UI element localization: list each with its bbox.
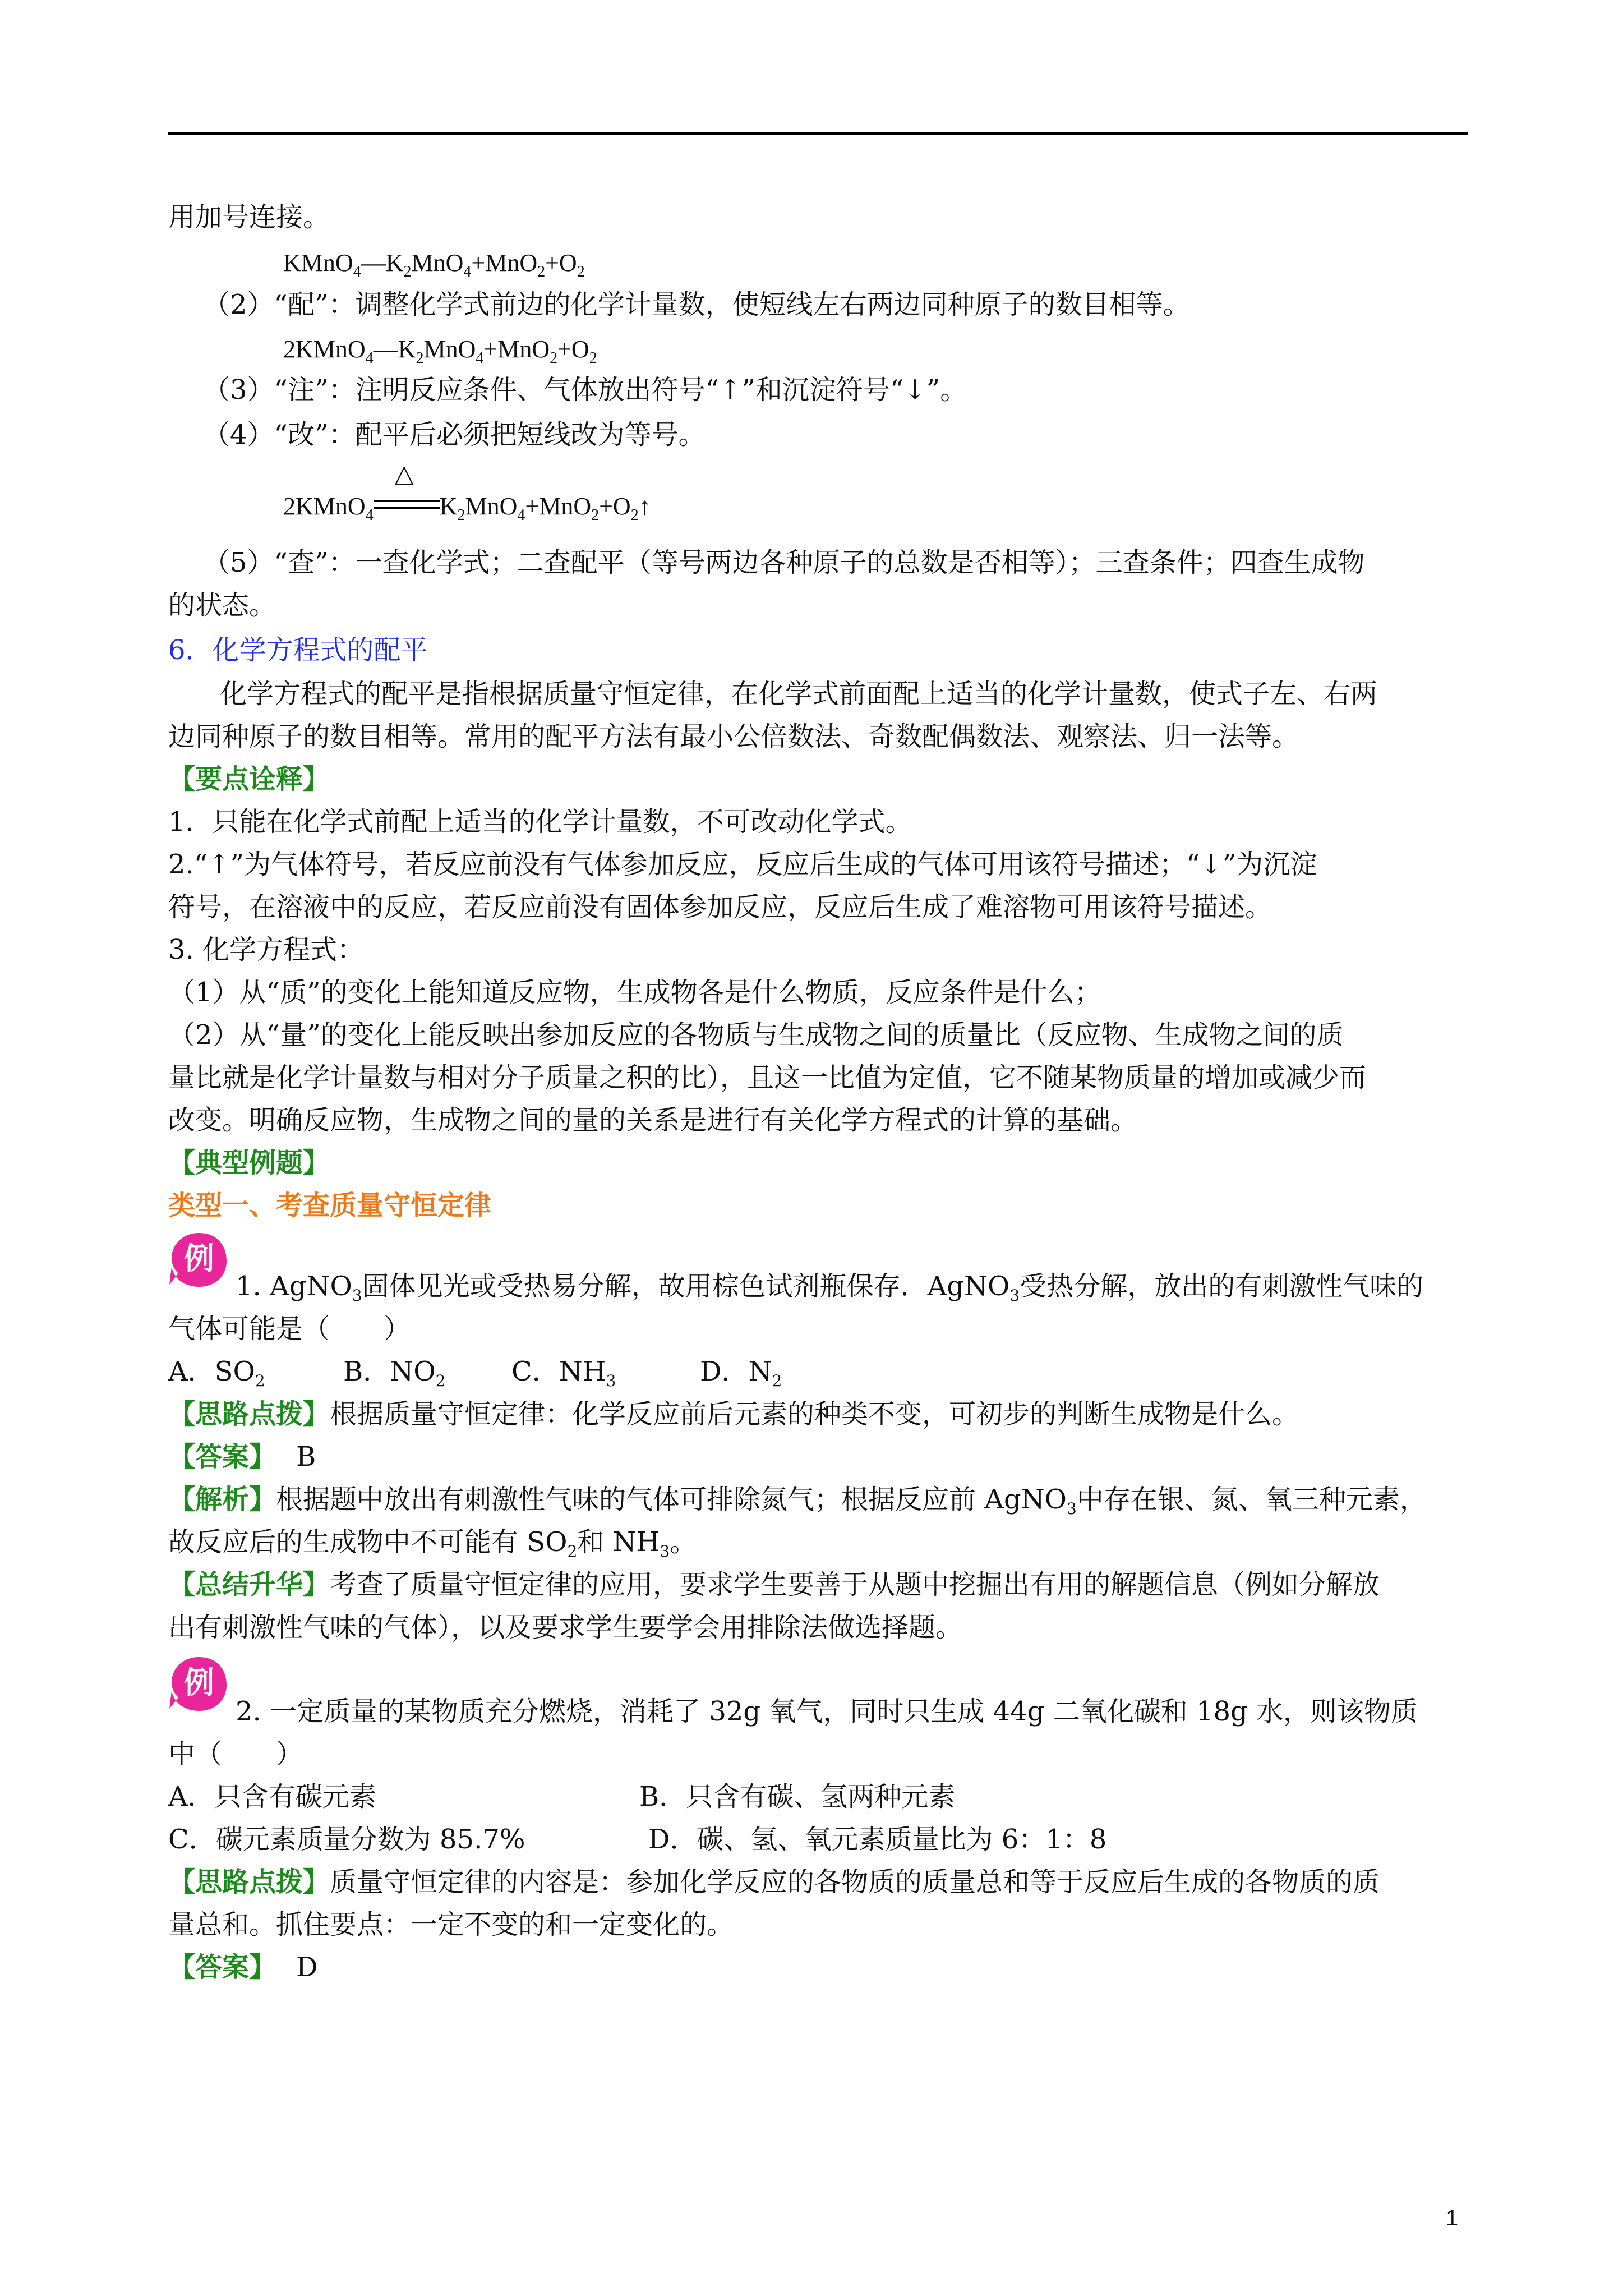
type-heading: 类型一、考查质量守恒定律 [168, 1190, 492, 1221]
text-line: 气体可能是（ ） [168, 1313, 411, 1345]
examples-heading: 【典型例题】 [168, 1147, 330, 1179]
text-line: 的状态。 [168, 590, 276, 621]
text-line: 2.“↑”为气体符号，若反应前没有气体参加反应，反应后生成的气体可用该符号描述；“↓”为沉淀 [168, 849, 1317, 880]
analysis-1: 【解析】根据题中放出有刺激性气味的气体可排除氮气；根据反应前 AgNO$_3$中存在银、氮、氧三种元素， [168, 1484, 1427, 1518]
text-line: 1．只能在化学式前配上适当的化学计量数，不可改动化学式。 [168, 806, 912, 838]
text-line: 改变。明确反应物，生成物之间的量的关系是进行有关化学方程式的计算的基础。 [168, 1105, 1138, 1136]
option-d: D．碳、氢、氧元素质量比为 6：1：8 [648, 1824, 1107, 1855]
text-line: 出有刺激性气味的气体），以及要求学生要学会用排除法做选择题。 [168, 1612, 963, 1643]
option-b: B．$NO_2$ [343, 1356, 446, 1390]
option-a: A．只含有碳元素 [168, 1781, 376, 1812]
formula-1: $KMnO_4—K_2MnO_4+MnO_2+O_2$ [283, 249, 585, 280]
question-1: 1. AgNO$_3$固体见光或受热易分解，故用棕色试剂瓶保存．AgNO$_3$受热分解，放出的有刺激性气味的 [236, 1271, 1424, 1305]
text-line: 边同种原子的数目相等。常用的配平方法有最小公倍数法、奇数配偶数法、观察法、归一法等。 [168, 721, 1299, 752]
text-line: （2）从“量”的变化上能反映出参加反应的各物质与生成物之间的质量比（反应物、生成物之间的质 [168, 1019, 1344, 1051]
example-badge-icon [168, 1653, 230, 1714]
text-line: 中（ ） [168, 1738, 303, 1770]
text-line: 符号，在溶液中的反应，若反应前没有固体参加反应，反应后生成了难溶物可用该符号描述。 [168, 891, 1272, 923]
section-heading: 6．化学方程式的配平 [168, 634, 428, 666]
svg-text:例: 例 [184, 1241, 214, 1276]
option-c: C．$NH_3$ [511, 1356, 616, 1390]
answer-2: 【答案】 D [168, 1952, 318, 1983]
text-line: （3）“注”：注明反应条件、气体放出符号“↑”和沉淀符号“↓”。 [203, 374, 967, 406]
formula-2: $2KMnO_4—K_2MnO_4+MnO_2+O_2$ [283, 335, 597, 367]
question-2: 2. 一定质量的某物质充分燃烧，消耗了 32g 氧气，同时只生成 44g 二氧化碳和 18g 水，则该物质 [236, 1696, 1418, 1727]
page-number: 1 [1446, 2206, 1459, 2230]
key-points-heading: 【要点诠释】 [168, 763, 330, 795]
analysis-1-cont: 故反应后的生成物中不可能有 $SO_2$和 $NH_3$。 [168, 1526, 697, 1561]
text-line: 3. 化学方程式： [168, 934, 365, 965]
hint-1: 【思路点拨】根据质量守恒定律：化学反应前后元素的种类不变，可初步的判断生成物是什么。 [168, 1398, 1299, 1430]
svg-text:例: 例 [184, 1665, 214, 1700]
text-line: （5）“查”：一查化学式；二查配平（等号两边各种原子的总数是否相等）；三查条件；四查生成物 [203, 547, 1365, 578]
heat-symbol: △ [394, 460, 414, 487]
option-c: C．碳元素质量分数为 85.7% [168, 1824, 525, 1855]
option-d: D．$N_2$ [700, 1356, 782, 1390]
formula-3: 2KMnO$_4$ △ $K_2MnO_4+MnO_2+O_2↑$ [283, 460, 651, 524]
answer-1: 【答案】 B [168, 1441, 316, 1473]
text-line: （1）从“质”的变化上能知道反应物，生成物各是什么物质，反应条件是什么； [168, 977, 1101, 1008]
summary-1: 【总结升华】考查了质量守恒定律的应用，要求学生要善于从题中挖掘出有用的解题信息（例如分解放 [168, 1569, 1380, 1600]
text-line: （4）“改”：配平后必须把短线改为等号。 [203, 419, 706, 450]
text-line: 化学方程式的配平是指根据质量守恒定律，在化学式前面配上适当的化学计量数，使式子左、右两 [220, 678, 1378, 710]
text-line: （2）“配”：调整化学式前边的化学计量数，使短线左右两边同种原子的数目相等。 [203, 289, 1190, 320]
equals-with-heat [374, 460, 440, 514]
text-line: 用加号连接。 [168, 201, 330, 233]
header-rule [168, 132, 1468, 135]
hint-2: 【思路点拨】质量守恒定律的内容是：参加化学反应的各物质的质量总和等于反应后生成的各物质的质 [168, 1866, 1380, 1898]
option-b: B．只含有碳、氢两种元素 [639, 1781, 956, 1812]
option-a: A．$SO_2$ [168, 1356, 265, 1390]
text-line: 量比就是化学计量数与相对分子质量之积的比），且这一比值为定值，它不随某物质量的增加或减少而 [168, 1062, 1367, 1093]
text-line: 量总和。抓住要点：一定不变的和一定变化的。 [168, 1909, 734, 1940]
example-badge-icon [168, 1228, 230, 1290]
